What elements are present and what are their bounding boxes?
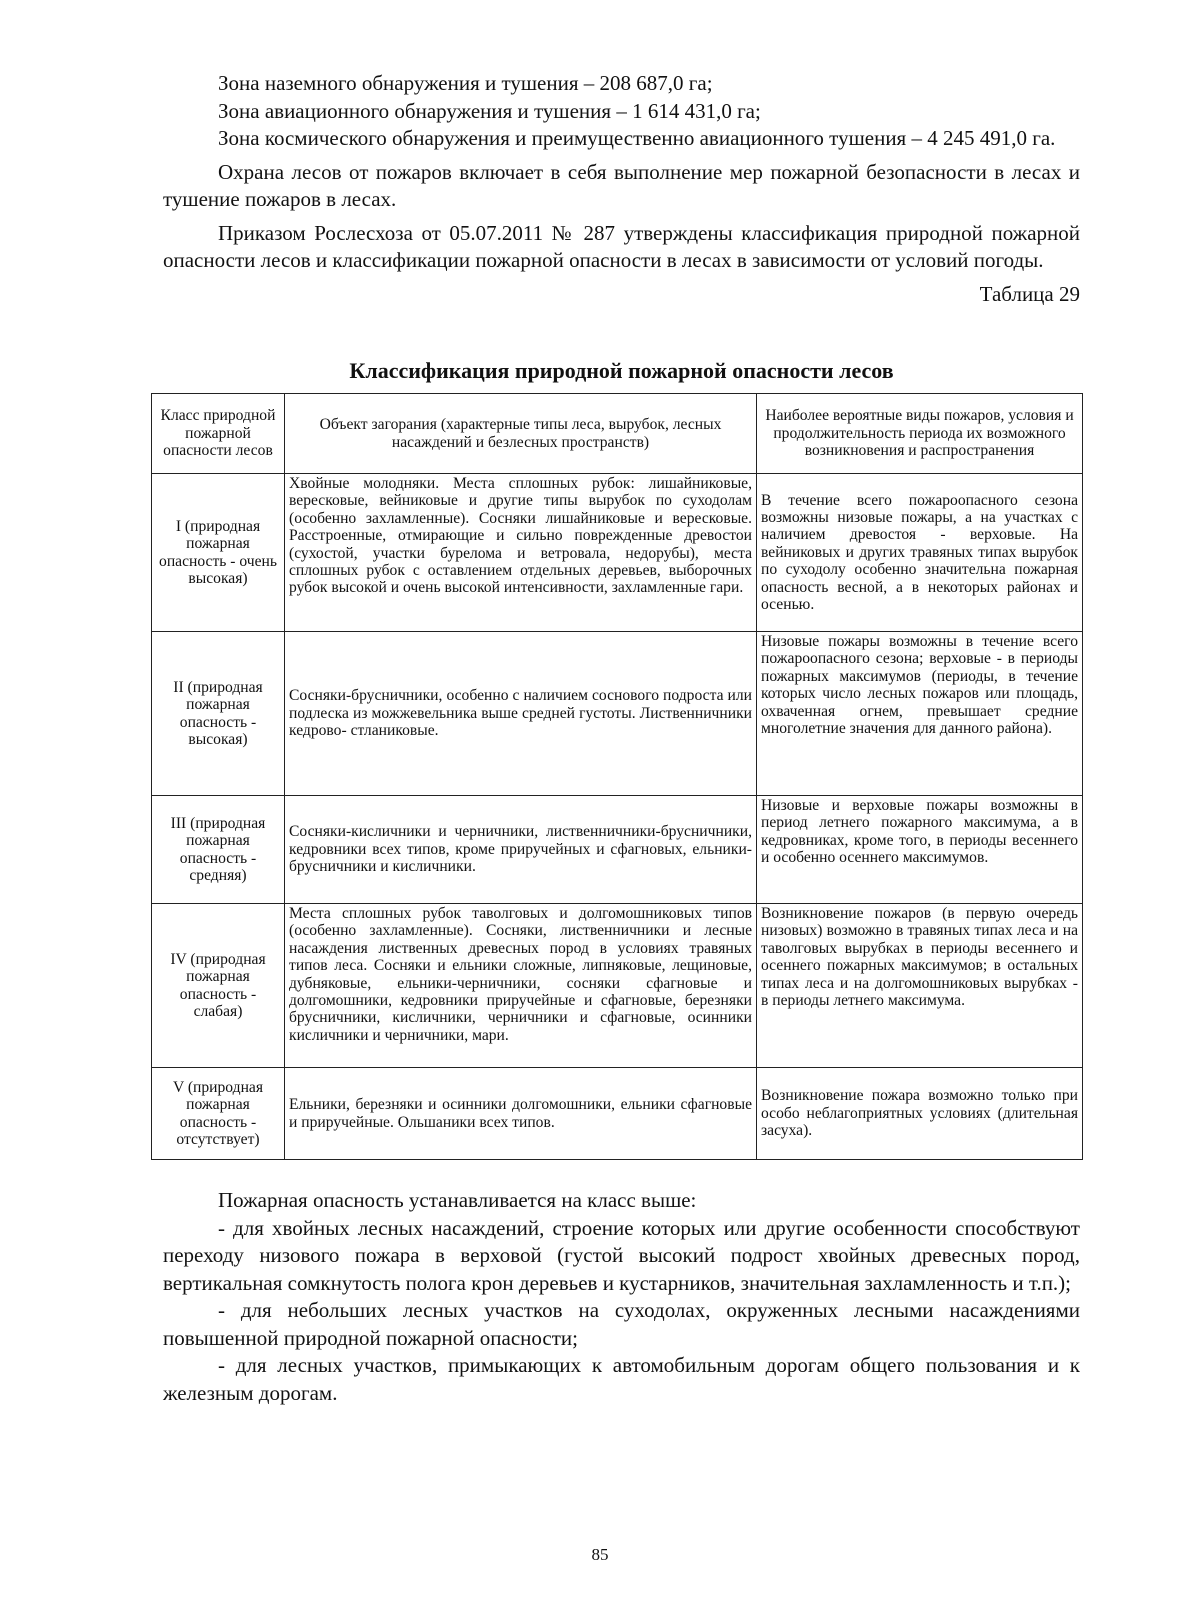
- fires-cell: Возникновение пожаров (в первую очередь низовых) возможно в травяных типах леса и на таволговых вырубках в периоды весеннего и осеннего пожарных максимумов; в остальных типах леса и на долгомошниковых вырубках - в периоды летнего максимума.: [757, 904, 1083, 1068]
- class-cell: I (природная пожарная опасность - очень высокая): [152, 474, 285, 632]
- outro-paragraph: - для лесных участков, примыкающих к автомобильным дорогам общего пользования и к железным дорогам.: [163, 1353, 1080, 1405]
- intro-paragraph: Зона космического обнаружения и преимущественно авиационного тушения – 4 245 491,0 га.: [218, 126, 1056, 150]
- object-cell: Места сплошных рубок таволговых и долгомошниковых типов (особенно захламленные). Сосняки, лиственничники и лесные насаждения лиственных древесных пород в условиях травяных типов леса. Сосняки и ельники сложные, липняковые, лещиновые, дубняковые, ельники-черничники, сосняки сфагновые и долгомошники, кедровники приручейные и сфагновые, березняки брусничники, кисличники, черничники и сфагновые, осинники кисличники и черничники, мари.: [285, 904, 757, 1068]
- header-object: Объект загорания (характерные типы леса, вырубок, лесных насаждений и безлесных пространств): [285, 394, 757, 474]
- object-cell: Сосняки-кисличники и черничники, лиственничники-брусничники, кедровники всех типов, кроме приручейных и сфагновых, ельники- брусничники и кисличники.: [285, 796, 757, 904]
- header-fires: Наиболее вероятные виды пожаров, условия и продолжительность периода их возможного возникновения и распространения: [757, 394, 1083, 474]
- fires-cell: Низовые пожары возможны в течение всего пожароопасного сезона; верховые - в периоды пожарных максимумов (периоды, в течение которых число лесных пожаров или площадь, охваченная огнем, превышает средние многолетние значения для данного района).: [757, 632, 1083, 796]
- table-title: Классификация природной пожарной опасности лесов: [349, 358, 894, 383]
- table-label: Таблица 29: [979, 281, 1080, 306]
- table-row: [152, 474, 1083, 632]
- table-row: [152, 1068, 1083, 1160]
- table-row: [152, 904, 1083, 1068]
- table-row: [152, 796, 1083, 904]
- class-cell: IV (природная пожарная опасность - слабая): [152, 904, 285, 1068]
- outro-section: [163, 1187, 1080, 1407]
- intro-paragraph: Охрана лесов от пожаров включает в себя выполнение мер пожарной безопасности в лесах и тушение пожаров в лесах.: [163, 159, 1080, 211]
- outro-paragraph: - для хвойных лесных насаждений, строение которых или другие особенности способствуют переходу низового пожара в верховой (густой высокий подрост хвойных древесных пород, вертикальная сомкнутость полога крон деревьев и кустарников, значительная захламленность и т.п.);: [163, 1215, 1080, 1295]
- fires-cell: В течение всего пожароопасного сезона возможны низовые пожары, а на участках с наличием древостоя - верховые. На вейниковых и других травяных типах вырубок по суходолу особенно значительна пожарная опасность весной, а в некоторых районах и осенью.: [757, 474, 1083, 632]
- intro-paragraph: Приказом Рослесхоза от 05.07.2011 № 287 утверждены классификация природной пожарной опасности лесов и классификации пожарной опасности в лесах в зависимости от условий погоды.: [163, 220, 1080, 272]
- fires-cell: Низовые и верховые пожары возможны в период летнего пожарного максимума, а в кедровниках, кроме того, в периоды весеннего и особенно осеннего максимумов.: [757, 796, 1083, 904]
- class-cell: III (природная пожарная опасность - средняя): [152, 796, 285, 904]
- fire-classification-table: [151, 393, 1083, 1160]
- intro-paragraph: Зона авиационного обнаружения и тушения – 1 614 431,0 га;: [218, 98, 761, 123]
- page-number: 85: [591, 1545, 609, 1564]
- table-row: [152, 632, 1083, 796]
- object-cell: Сосняки-брусничники, особенно с наличием соснового подроста или подлеска из можжевельника выше средней густоты. Лиственничники кедрово- стланиковые.: [285, 632, 757, 796]
- header-class: Класс природной пожарной опасности лесов: [152, 394, 285, 474]
- object-cell: Хвойные молодняки. Места сплошных рубок: лишайниковые, вересковые, вейниковые и другие типы вырубок по суходолам (особенно захламленные). Сосняки лишайниковые и вересковые. Расстроенные, отмирающие и сильно поврежденные древостои (сухостой, участки бурелома и ветровала, недорубы), места сплошных рубок с оставлением отдельных деревьев, выборочных рубок высокой и очень высокой интенсивности, захламленные гари.: [285, 474, 757, 632]
- intro-section: [163, 70, 1080, 308]
- fires-cell: Возникновение пожара возможно только при особо неблагоприятных условиях (длительная засуха).: [757, 1068, 1083, 1160]
- outro-paragraph: - для небольших лесных участков на суходолах, окруженных лесными насаждениями повышенной природной пожарной опасности;: [163, 1298, 1080, 1350]
- table-header-row: [152, 394, 1083, 474]
- object-cell: Ельники, березняки и осинники долгомошники, ельники сфагновые и приручейные. Ольшаники всех типов.: [285, 1068, 757, 1160]
- outro-paragraph: Пожарная опасность устанавливается на класс выше:: [218, 1188, 697, 1212]
- class-cell: V (природная пожарная опасность - отсутствует): [152, 1068, 285, 1160]
- intro-paragraph: Зона наземного обнаружения и тушения – 208 687,0 га;: [218, 71, 713, 95]
- class-cell: II (природная пожарная опасность - высокая): [152, 632, 285, 796]
